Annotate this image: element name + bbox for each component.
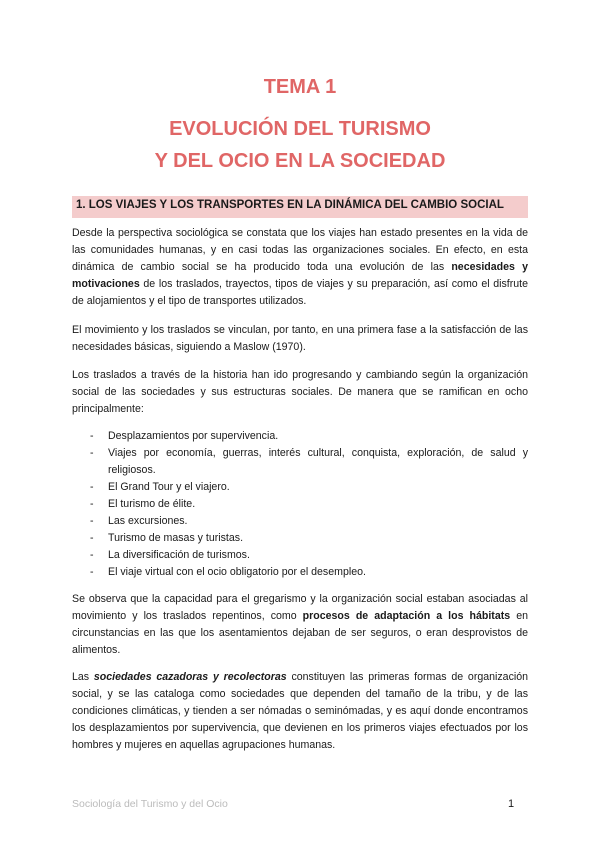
title-line-1: EVOLUCIÓN DEL TURISMO <box>169 118 431 140</box>
list-dash: - <box>90 532 94 544</box>
paragraph-5 <box>72 669 528 754</box>
page-number: 1 <box>508 798 515 810</box>
list-item <box>90 513 528 530</box>
list-item-text: El viaje virtual con el ocio obligatorio por el desempleo. <box>108 566 366 578</box>
paragraph-1-text-c: de los traslados, trayectos, tipos de viajes y su preparación, así como el disfrute de alojamientos y el tipo de transportes utilizados. <box>72 278 528 307</box>
paragraph-3: Los traslados a través de la historia han ido progresando y cambiando según la organización social de las sociedades y sus estructuras sociales. De manera que se ramifican en ocho principalmente: <box>72 369 528 415</box>
list-item-text: El Grand Tour y el viajero. <box>108 481 230 493</box>
paragraph-4-bold: procesos de adaptación a los hábitats <box>302 610 511 622</box>
section-heading: 1. LOS VIAJES Y LOS TRANSPORTES EN LA DINÁMICA DEL CAMBIO SOCIAL <box>76 199 504 211</box>
list-item <box>90 445 528 479</box>
paragraph-4-text-c: en circunstancias en las que los asentamientos dejaban de ser seguros, o eran desprovistos de alimentos. <box>72 610 528 656</box>
list-item <box>90 530 528 547</box>
list-item-text: Viajes por economía, guerras, interés cultural, conquista, exploración, de salud y religiosos. <box>108 447 528 476</box>
list-dash: - <box>90 498 94 510</box>
footer-course-name: Sociología del Turismo y del Ocio <box>72 798 228 810</box>
list-item <box>90 564 528 581</box>
list-item-text: La diversificación de turismos. <box>108 549 250 561</box>
list-dash: - <box>90 566 94 578</box>
list-dash: - <box>90 549 94 561</box>
paragraph-4 <box>72 591 528 659</box>
list-item-text: Las excursiones. <box>108 515 188 527</box>
list-item <box>90 479 528 496</box>
list-item-text: Desplazamientos por supervivencia. <box>108 430 279 442</box>
list-item <box>90 428 528 445</box>
list-dash: - <box>90 515 94 527</box>
list-item-text: El turismo de élite. <box>108 498 196 510</box>
list-dash: - <box>90 447 94 459</box>
paragraph-5-text-a: Las <box>72 671 94 683</box>
list-item <box>90 547 528 564</box>
paragraph-5-bold-italic: sociedades cazadoras y recolectoras <box>93 671 287 683</box>
list-item-text: Turismo de masas y turistas. <box>108 532 244 544</box>
paragraph-1-text-a: Desde la perspectiva sociológica se constata que los viajes han estado presentes en la vida de las comunidades humanas, y en casi todas las organizaciones sociales. En efecto, en esta dinámica de cambio social se ha producido toda una evolución de las <box>72 227 528 273</box>
paragraph-4-text-a: Se observa que la capacidad para el gregarismo y la organización social estaban asociadas al movimiento y los traslados repentinos, como <box>72 593 528 622</box>
paragraph-2: El movimiento y los traslados se vinculan, por tanto, en una primera fase a la satisfacción de las necesidades básicas, siguiendo a Maslow (1970). <box>72 324 528 353</box>
list-dash: - <box>90 481 94 493</box>
list-dash: - <box>90 430 94 442</box>
travel-types-list <box>90 428 528 581</box>
title-line-2: Y DEL OCIO EN LA SOCIEDAD <box>154 150 446 172</box>
paragraph-1-bold: necesidades y motivaciones <box>72 261 528 290</box>
list-item <box>90 496 528 513</box>
paragraph-5-text-c: constituyen las primeras formas de organización social, y se las cataloga como sociedades que dependen del tamaño de la tribu, y de las condiciones climáticas, y tienden a ser nómadas o seminómadas, y es aquí donde encontramos los desplazamientos por supervivencia, que devienen en los primeros viajes efectuados por los hombres y mujeres en aquellas agrupaciones humanas. <box>72 671 528 751</box>
tema-heading: TEMA 1 <box>263 76 337 98</box>
paragraph-1 <box>72 225 528 310</box>
